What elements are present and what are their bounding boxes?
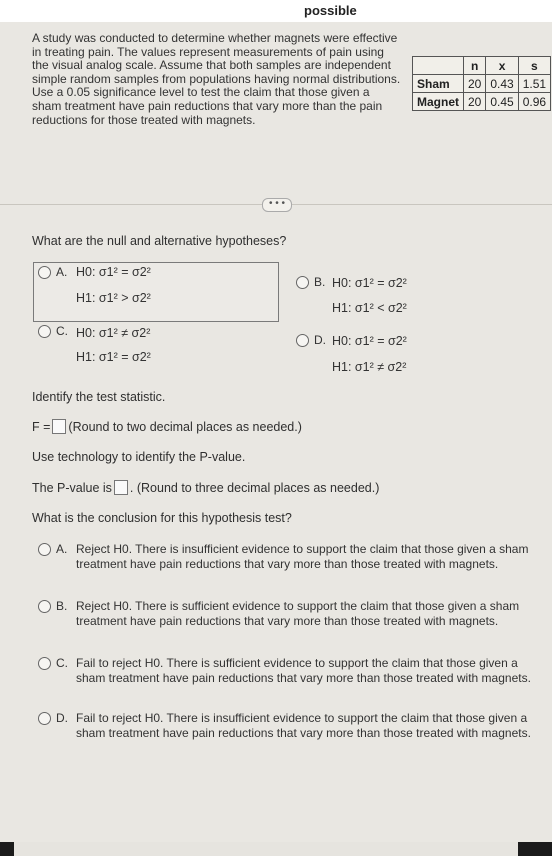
q1-option-b-h1: H1: σ1² < σ2² (332, 301, 407, 315)
q1-option-a-h0: H0: σ1² = σ2² (76, 265, 151, 279)
q4-prompt: What is the conclusion for this hypothesis test? (32, 511, 292, 525)
q1-prompt: What are the null and alternative hypotheses? (32, 234, 287, 248)
q1-option-d-h1: H1: σ1² ≠ σ2² (332, 360, 407, 374)
q2-prompt: Identify the test statistic. (32, 390, 166, 404)
q4-option-c-radio[interactable] (38, 657, 51, 670)
table-cell: Sham (413, 75, 464, 93)
p-value-input[interactable] (114, 480, 128, 495)
q1-option-d-radio[interactable] (296, 334, 309, 347)
q4-option-a-text: Reject H0. There is insufficient evidence to support the claim that those given a sham treatment have pain reductions that vary more than those treated with magnets. (76, 542, 529, 571)
q2-label: F = (32, 420, 51, 434)
table-header-cell: n (464, 57, 486, 75)
q1-option-c-h0: H0: σ1² ≠ σ2² (76, 326, 151, 340)
table-row (413, 75, 551, 93)
q4-option-c-text: Fail to reject H0. There is sufficient evidence to support the claim that those given a sham treatment have pain reductions that vary more than those treated with magnets. (76, 656, 531, 685)
table-cell: 1.51 (518, 75, 550, 93)
table-cell: Magnet (413, 93, 464, 111)
q4-option-c-letter: C. (56, 656, 68, 670)
q3-answer-line (32, 480, 379, 495)
q4-option-d-radio[interactable] (38, 712, 51, 725)
q2-note: (Round to two decimal places as needed.) (68, 420, 302, 434)
table-row (413, 93, 551, 111)
q3-prompt: Use technology to identify the P-value. (32, 450, 246, 464)
table-header-cell: s (518, 57, 550, 75)
q1-option-d-h0: H0: σ1² = σ2² (332, 334, 407, 348)
q4-option-d-letter: D. (56, 711, 68, 725)
expand-ellipsis-button[interactable]: • • • (262, 198, 292, 212)
selected-option-box (33, 262, 279, 322)
q1-option-b-radio[interactable] (296, 276, 309, 289)
table-cell: 20 (464, 93, 486, 111)
q1-option-a-h1: H1: σ1² > σ2² (76, 291, 151, 305)
q4-option-a-radio[interactable] (38, 543, 51, 556)
page-title: possible (304, 3, 357, 18)
table-header-cell: x (486, 57, 518, 75)
bottom-frame-inner (14, 842, 518, 856)
q1-option-c-h1: H1: σ1² = σ2² (76, 350, 151, 364)
q1-option-d-letter: D. (314, 333, 326, 347)
q1-option-a-radio[interactable] (38, 266, 51, 279)
table-header-row (413, 57, 551, 75)
top-bar (0, 0, 552, 22)
q1-option-c-radio[interactable] (38, 325, 51, 338)
q1-option-b-letter: B. (314, 275, 326, 289)
q3-note: . (Round to three decimal places as needed.) (129, 481, 380, 495)
table-header-cell (413, 57, 464, 75)
q1-option-a-letter: A. (56, 265, 68, 279)
table-cell: 0.96 (518, 93, 550, 111)
q4-option-b-radio[interactable] (38, 600, 51, 613)
bottom-frame (0, 842, 552, 856)
test-statistic-input[interactable] (52, 419, 66, 434)
q4-option-b-letter: B. (56, 599, 68, 613)
q3-label: The P-value is (32, 481, 112, 495)
q1-option-c-letter: C. (56, 324, 68, 338)
table-cell: 20 (464, 75, 486, 93)
q4-option-b-text: Reject H0. There is sufficient evidence to support the claim that those given a sham treatment have pain reductions that vary more than those treated with magnets. (76, 599, 520, 628)
table-cell: 0.43 (486, 75, 518, 93)
q2-answer-line (32, 419, 302, 434)
data-table (412, 56, 551, 111)
q4-option-d-text: Fail to reject H0. There is insufficient evidence to support the claim that those given a sham treatment have pain reductions that vary more than those treated with magnets. (76, 711, 531, 740)
q1-option-b-h0: H0: σ1² = σ2² (332, 276, 407, 290)
table-cell: 0.45 (486, 93, 518, 111)
q4-option-a-letter: A. (56, 542, 68, 556)
problem-statement: A study was conducted to determine whether magnets were effective in treating pain. The values represent measurements of pain using the visual analog scale. Assume that both samples are independent simple random samples from populations having normal distributions. Use a 0.05 significance level to test the claim that those given a sham treatment have pain reductions that vary more than the pain reductions for those treated with magnets. (32, 31, 401, 127)
